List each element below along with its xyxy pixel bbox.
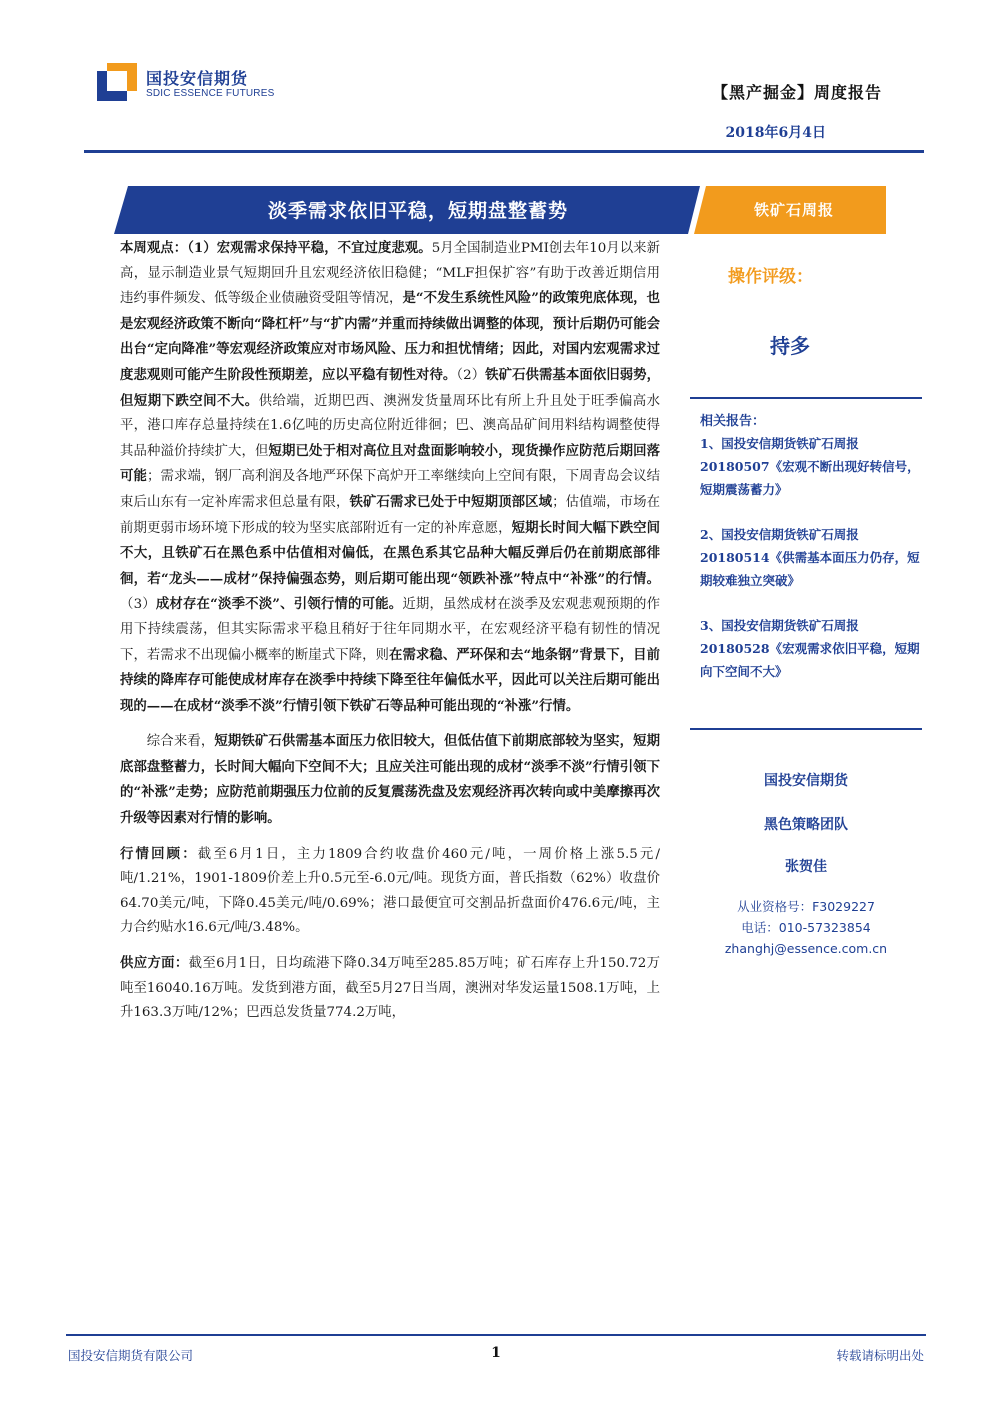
view-num-3: （3）	[120, 597, 156, 613]
analyst-name: 张贺佳	[785, 859, 827, 875]
analyst-contact	[690, 896, 922, 959]
view-bold-2: 短期已处于相对高位且对盘面影响较小，现货操作应防范后期回落可能	[120, 442, 660, 485]
rating-value: 持多	[770, 334, 810, 358]
company-logo-icon	[97, 63, 137, 101]
related-report-item[interactable]: 2、国投安信期货铁矿石周报20180514《供需基本面压力仍存，短期较难独立突破》	[700, 527, 920, 588]
phone-number: 电话：010-57323854	[741, 920, 871, 935]
supply-text: 截至6月1日，日均疏港下降0.34万吨至285.85万吨；矿石库存上升150.72万吨至16040.16万吨。发货到港方面，截至5月27日当周，澳洲对华发运量1508.1万吨，上升163.3万吨/12%；巴西总发货量774.2万吨，	[120, 956, 661, 1021]
view-text-5: 近期，虽然成材在淡季及宏观悲观预期的作用下持续震荡，但其实际需求平稳且稍好于往年同期水平，在宏观经济平稳有韧性的情况下，若需求不出现偏小概率的断崖式下降，则	[120, 597, 660, 663]
logo-text-en: SDIC ESSENCE FUTURES	[146, 88, 275, 99]
license-number: 从业资格号：F3029227	[737, 899, 875, 914]
view-text-4: ；估值端，市场在前期更弱市场环境下形成的较为坚实底部附近有一定的补库意愿，	[120, 494, 661, 536]
rating-label: 操作评级：	[728, 267, 813, 287]
email-link[interactable]: zhanghj@essence.com.cn	[724, 941, 888, 956]
supply-label: 供应方面：	[120, 955, 189, 972]
view-bold-3: 铁矿石需求已处于中短期顶部区域	[349, 493, 553, 510]
related-report-item[interactable]: 3、国投安信期货铁矿石周报20180528《宏观需求依旧平稳，短期向下空间不大》	[700, 618, 920, 679]
related-report-item[interactable]: 1、国投安信期货铁矿石周报20180507《宏观不断出现好转信号，短期震荡蓄力》	[700, 436, 920, 497]
view-text-1: 5月全国制造业PMI创去年10月以来新高，显示制造业景气短期回升且宏观经济依旧稳健；“MLF担保扩容”有助于改善近期信用违约事件频发、低等级企业债融资受阻等情况，	[120, 241, 661, 307]
paragraph-market-review	[120, 842, 660, 941]
paragraph-summary	[120, 729, 660, 831]
page-number: 1	[491, 1345, 501, 1361]
sidebar-divider-2	[690, 728, 922, 730]
summary-text: 短期铁矿石供需基本面压力依旧较大，但低估值下前期底部较为坚实，短期底部盘整蓄力，长时间大幅向下空间不大；且应关注可能出现的成材“淡季不淡”行情引领下的“补涨”走势；应防范前期强压力位前的反复震荡洗盘及宏观经济再次转向或中美摩擦再次升级等因素对行情的影响。	[120, 733, 661, 827]
report-type: 【黑产掘金】周度报告	[711, 83, 882, 102]
view-bold-1: 是“不发生系统性风险”的政策兜底体现，也是宏观经济政策不断向“降杠杆”与“扩内需”并重而持续做出调整的体现，预计后期仍可能会出台“定向降准”等宏观经济政策应对市场风险、压力和担忧情绪；因此，对国内宏观需求过度悲观则可能产生阶段性预期差，应以平稳有韧性对待。	[120, 290, 661, 383]
main-content	[120, 236, 660, 1026]
footer-notice: 转载请标明出处	[836, 1348, 924, 1363]
report-date: 2018年6月4日	[725, 125, 826, 141]
view-text-3: ；需求端，钢厂高利润及各地严环保下高炉开工率继续向上空间有限，下周青岛会议结束后山东有一定补库需求但总量有限，	[120, 469, 661, 510]
view-label: 本周观点：（1）	[120, 240, 217, 256]
report-title: 淡季需求依旧平稳，短期盘整蓄势	[267, 200, 568, 222]
market-review-label: 行情回顾：	[120, 845, 198, 862]
header-divider	[84, 150, 924, 153]
view-point-2: 铁矿石供需基本面依旧弱势，但短期下跌空间不大。	[120, 366, 660, 409]
sidebar-divider	[690, 397, 922, 399]
view-num-2: （2）	[456, 367, 486, 383]
view-text-2: 供给端，近期巴西、澳洲发货量周环比有所上升且处于旺季偏高水平，港口库存总量持续在1.6亿吨的历史高位附近徘徊；巴、澳高品矿间用料结构调整使得其品种溢价持续扩大，但	[120, 393, 661, 459]
view-point-3: 成材存在“淡季不淡”、引领行情的可能。	[155, 596, 403, 613]
footer-divider	[66, 1334, 926, 1336]
footer-company: 国投安信期货有限公司	[68, 1348, 194, 1363]
market-review-text: 截至6月1日，主力1809合约收盘价460元/吨，一周价格上涨5.5元/吨/1.21%，1901-1809价差上升0.5元至-6.0元/吨。现货方面，普氏指数（62%）收盘价64.70美元/吨，下降0.45美元/吨/0.69%；港口最便宜可交割品折盘面价476.6元/吨，主力合约贴水16.6元/吨/3.48%。	[120, 846, 660, 936]
summary-lead: 综合来看，	[146, 734, 215, 750]
company-name: 国投安信期货	[764, 773, 848, 789]
report-category-tag: 铁矿石周报	[753, 201, 834, 219]
paragraph-supply	[120, 951, 660, 1026]
related-reports-title: 相关报告：	[700, 414, 766, 429]
team-name: 黑色策略团队	[764, 817, 848, 833]
view-bold-4: 短期长时间大幅下跌空间不大，且铁矿石在黑色系中估值相对偏低，在黑色系其它品种大幅反弹后仍在前期底部徘徊，若“龙头——成材”保持偏强态势，则后期可能出现“领跌补涨”特点中“补涨”的行情。	[120, 519, 661, 587]
view-bold-5: 在需求稳、严环保和去“地条钢”背景下，目前持续的降库存可能使成材库存在淡季中持续下降至往年偏低水平，因此可以关注后期可能出现的——在成材“淡季不淡”行情引领下铁矿石等品种可能出现的“补涨”行情。	[120, 646, 661, 714]
view-point-1: 宏观需求保持平稳，不宜过度悲观。	[216, 240, 432, 256]
logo-text-cn: 国投安信期货	[146, 69, 249, 88]
related-reports-list	[700, 432, 920, 705]
paragraph-view	[120, 236, 660, 719]
